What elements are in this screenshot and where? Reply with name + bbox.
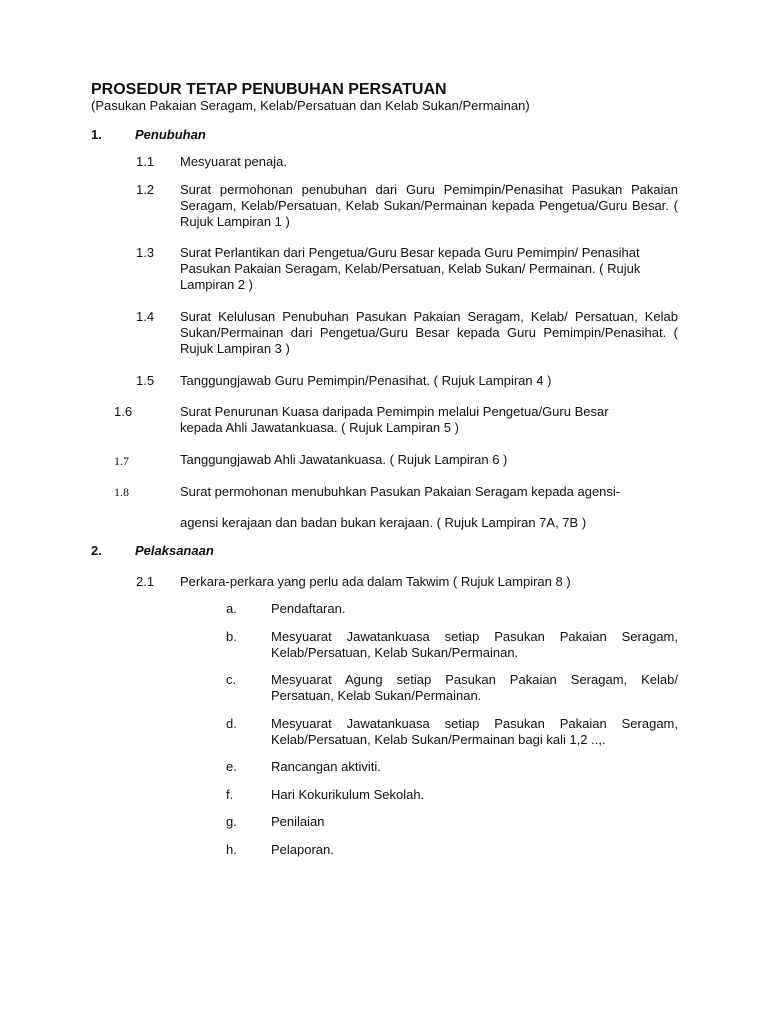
item-number: 1.6 [114,404,133,419]
item-number: 2.1 [136,574,155,589]
item-number: 1.5 [136,373,155,388]
subitem-letter: b. [226,629,237,644]
item-number: 1.2 [136,182,155,197]
item-text: Perkara-perkara yang perlu ada dalam Takwim ( Rujuk Lampiran 8 ) [180,574,571,589]
section-number: 1. [91,127,102,142]
item-number: 1.1 [136,154,155,169]
item-text: Surat Penurunan Kuasa daripada Pemimpin melalui Pengetua/Guru Besar kepada Ahli Jawatankuasa. ( Rujuk Lampiran 5 ) [180,404,609,435]
subitem-letter: g. [226,814,237,829]
section-title: Pelaksanaan [135,543,214,558]
document-subtitle: (Pasukan Pakaian Seragam, Kelab/Persatuan dan Kelab Sukan/Permainan) [91,98,530,113]
item-text: Mesyuarat penaja. [180,154,287,169]
subitem-text: Mesyuarat Jawatankuasa setiap Pasukan Pakaian Seragam, Kelab/Persatuan, Kelab Sukan/Permainan bagi kali 1,2 ..,. [271,716,678,747]
section-number: 2. [91,543,102,558]
item-text-continued: agensi kerajaan dan badan bukan kerajaan. ( Rujuk Lampiran 7A, 7B ) [180,515,587,530]
subitem-text: Pendaftaran. [271,601,346,616]
subitem-text: Penilaian [271,814,325,829]
item-number: 1.7 [114,454,129,468]
item-text: Tanggungjawab Ahli Jawatankuasa. ( Rujuk Lampiran 6 ) [180,452,508,467]
subitem-text: Mesyuarat Agung setiap Pasukan Pakaian Seragam, Kelab/ Persatuan, Kelab Sukan/Permainan. [271,672,678,703]
item-number: 1.4 [136,309,155,324]
item-text: Surat permohonan penubuhan dari Guru Pemimpin/Penasihat Pasukan Pakaian Seragam, Kelab/Persatuan, Kelab Sukan/Permainan kepada Pengetua/Guru Besar. ( Rujuk Lampiran 1 ) [180,182,678,229]
item-number: 1.8 [114,485,129,499]
item-text: Surat Kelulusan Penubuhan Pasukan Pakaian Seragam, Kelab/ Persatuan, Kelab Sukan/Permainan dari Pengetua/Guru Besar kepada Guru Pemimpin/Penasihat. ( Rujuk Lampiran 3 ) [180,309,678,356]
subitem-letter: d. [226,716,237,731]
item-number: 1.3 [136,245,155,260]
subitem-letter: f. [226,787,234,802]
document-title: PROSEDUR TETAP PENUBUHAN PERSATUAN [91,81,447,98]
subitem-text: Hari Kokurikulum Sekolah. [271,787,425,802]
subitem-letter: a. [226,601,237,616]
subitem-letter: c. [226,672,237,687]
subitem-letter: e. [226,759,237,774]
item-text: Surat permohonan menubuhkan Pasukan Pakaian Seragam kepada agensi- [180,484,621,499]
subitem-text: Pelaporan. [271,842,334,857]
subitem-text: Mesyuarat Jawatankuasa setiap Pasukan Pakaian Seragam, Kelab/Persatuan, Kelab Sukan/Permainan. [271,629,678,660]
subitem-text: Rancangan aktiviti. [271,759,381,774]
subitem-letter: h. [226,842,237,857]
item-text: Tanggungjawab Guru Pemimpin/Penasihat. ( Rujuk Lampiran 4 ) [180,373,552,388]
item-text: Surat Perlantikan dari Pengetua/Guru Besar kepada Guru Pemimpin/ Penasihat Pasukan Pakaian Seragam, Kelab/Persatuan, Kelab Sukan/ Permainan. ( Rujuk Lampiran 2 ) [180,245,641,292]
section-title: Penubuhan [135,127,206,142]
